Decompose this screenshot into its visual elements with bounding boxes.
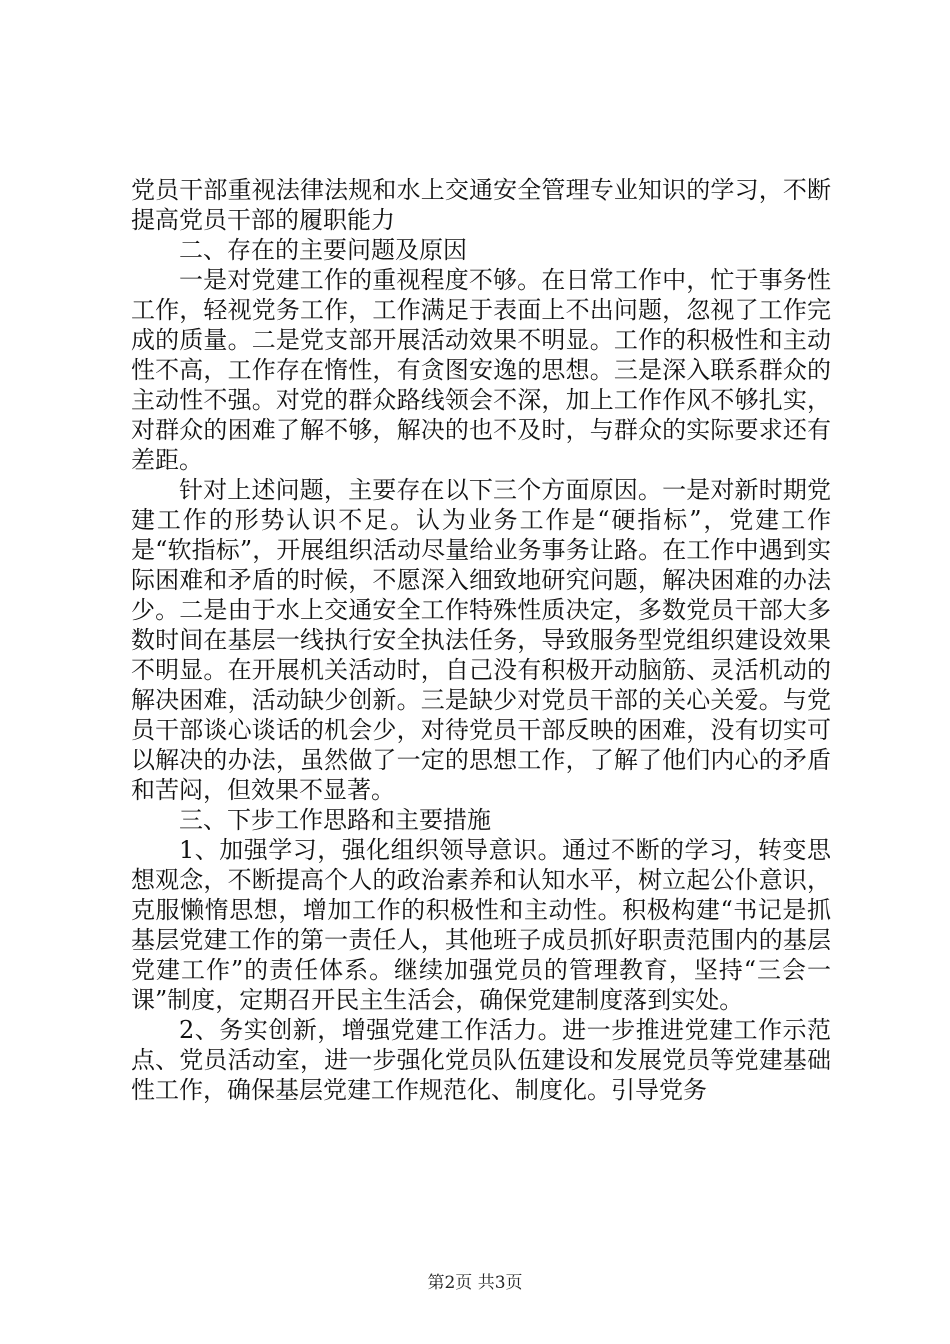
document-body bbox=[131, 175, 831, 1105]
paragraph-4: 针对上述问题，主要存在以下三个方面原因。一是对新时期党建工作的形势认识不足。认为业务工作是“硬指标”，党建工作是“软指标”，开展组织活动尽量给业务事务让路。在工作中遇到实际困难和矛盾的时候，不愿深入细致地研究问题，解决困难的办法少。二是由于水上交通安全工作特殊性质决定，多数党员干部大多数时间在基层一线执行安全执法任务，导致服务型党组织建设效果不明显。在开展机关活动时，自己没有积极开动脑筋、灵活机动的解决困难，活动缺少创新。三是缺少对党员干部的关心关爱。与党员干部谈心谈话的机会少，对待党员干部反映的困难，没有切实可以解决的办法，虽然做了一定的思想工作，了解了他们内心的矛盾和苦闷，但效果不显著。 bbox=[131, 476, 831, 804]
paragraph-7: 2、务实创新，增强党建工作活力。进一步推进党建工作示范点、党员活动室，进一步强化党员队伍建设和发展党员等党建基础性工作，确保基层党建工作规范化、制度化。引导党务 bbox=[131, 1016, 831, 1104]
section-heading-2: 二、存在的主要问题及原因 bbox=[179, 236, 467, 264]
paragraph-6: 1、加强学习，强化组织领导意识。通过不断的学习，转变思想观念，不断提高个人的政治素养和认知水平，树立起公仆意识，克服懒惰思想，增加工作的积极性和主动性。积极构建“书记是抓基层党建工作的第一责任人，其他班子成员抓好职责范围内的基层党建工作”的责任体系。继续加强党员的管理教育，坚持“三会一课”制度，定期召开民主生活会，确保党建制度落到实处。 bbox=[131, 836, 831, 1014]
paragraph-1: 党员干部重视法律法规和水上交通安全管理专业知识的学习，不断提高党员干部的履职能力 bbox=[131, 176, 831, 234]
page-number-footer: 第2页 共3页 bbox=[427, 1273, 523, 1293]
section-heading-3: 三、下步工作思路和主要措施 bbox=[179, 806, 491, 834]
paragraph-3: 一是对党建工作的重视程度不够。在日常工作中，忙于事务性工作，轻视党务工作，工作满足于表面上不出问题，忽视了工作完成的质量。二是党支部开展活动效果不明显。工作的积极性和主动性不高，工作存在惰性，有贪图安逸的思想。三是深入联系群众的主动性不强。对党的群众路线领会不深，加上工作作风不够扎实，对群众的困难了解不够，解决的也不及时，与群众的实际要求还有差距。 bbox=[131, 266, 831, 474]
